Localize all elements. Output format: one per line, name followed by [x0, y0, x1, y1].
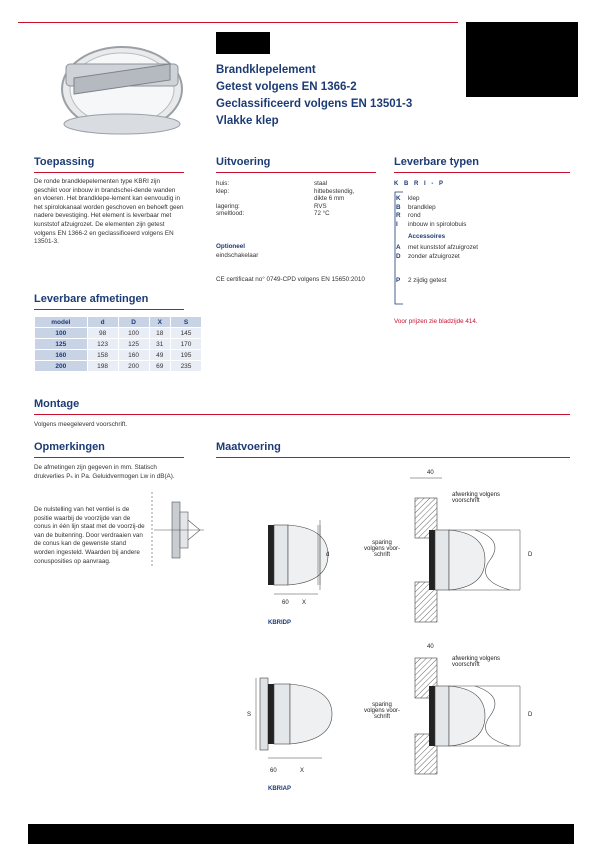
label-60-2: 60: [270, 768, 277, 774]
uitvoering-value: hittebestendig,: [314, 187, 355, 195]
table-cell: 198: [87, 361, 118, 372]
title-line-2: Getest volgens EN 1366-2: [216, 81, 357, 93]
table-row: [35, 361, 202, 372]
label-sparing-1: sparing volgens voor-schrift: [363, 540, 401, 558]
afmetingen-rule: [34, 309, 184, 310]
label-sparing-2: sparing volgens voor-schrift: [363, 702, 401, 720]
label-D: D: [528, 552, 533, 558]
title-line-1: Brandklepelement: [216, 64, 316, 76]
uitvoering-label: smeltlood:: [216, 210, 245, 218]
table-header: D: [118, 317, 149, 328]
p-item: P 2 zijdig getest: [396, 277, 447, 285]
table-header: d: [87, 317, 118, 328]
table-cell: 235: [171, 361, 202, 372]
table-cell: 158: [87, 350, 118, 361]
uitvoering-value: RVS: [314, 202, 327, 210]
accessoire-item: A met kunststof afzuigrozet: [396, 243, 478, 251]
footer-bar: [28, 824, 574, 844]
ce-text: CE certificaat no° 0749-CPD volgens EN 15650:2010: [216, 276, 365, 283]
table-row: [35, 328, 202, 339]
table-cell: 200: [35, 361, 88, 372]
uitvoering-label: klep:: [216, 187, 230, 195]
label-fig1: KBRIDP: [268, 620, 292, 626]
type-list: [396, 195, 571, 286]
label-40: 40: [427, 470, 434, 476]
table-header: model: [35, 317, 88, 328]
table-cell: 125: [118, 339, 149, 350]
opmerkingen-rule: [34, 457, 184, 458]
table-cell: 31: [149, 339, 170, 350]
afmetingen-table: [34, 316, 202, 372]
label-d: d: [326, 552, 330, 558]
opmerkingen-heading: Opmerkingen: [34, 441, 105, 453]
table-cell: 145: [171, 328, 202, 339]
label-x: X: [302, 600, 307, 606]
table-header: S: [171, 317, 202, 328]
table-header: X: [149, 317, 170, 328]
label-afwerking-1: afwerking volgens voorschrift: [452, 492, 501, 504]
table-cell: 98: [87, 328, 118, 339]
logo-block: [216, 32, 270, 54]
title-line-3: Geclassificeerd volgens EN 13501-3: [216, 98, 413, 110]
top-rule: [18, 22, 458, 23]
toepassing-heading: Toepassing: [34, 156, 95, 168]
uitvoering-value: staal: [314, 180, 328, 187]
table-cell: 69: [149, 361, 170, 372]
maatvoering-rule: [216, 457, 570, 458]
maatvoering-heading: Maatvoering: [216, 441, 281, 453]
type-item: R rond: [396, 212, 421, 220]
uitvoering-value: 72 °C: [314, 210, 330, 218]
toepassing-text: De ronde brandklepelementen type KBRI zijn geschikt voor inbouw in brandschei-dende wanden en vloeren. Het brandklepe-lement kan eenvoudig in het spirolokanaal worden geschoven en behoeft geen nadere bevestiging. Het element is leverbaar met kunststof afzuigrozet. De elementen zijn getest volgens EN 1366-2 en geclassificeerd volgens EN 13501-3.: [34, 178, 184, 246]
type-item: I inbouw in spirolobuis: [396, 220, 467, 228]
uitvoering-heading: Uitvoering: [216, 156, 271, 168]
uitvoering-rule: [216, 172, 376, 173]
uitvoering-label: huis:: [216, 180, 230, 187]
table-cell: 49: [149, 350, 170, 361]
table-cell: 123: [87, 339, 118, 350]
type-item: B brandklep: [396, 203, 436, 211]
corner-block: [466, 22, 578, 97]
toepassing-rule: [34, 172, 184, 173]
optioneel-value: eindschakelaar: [216, 252, 259, 259]
label-60: 60: [282, 600, 289, 606]
leverbare-typen-heading: Leverbare typen: [394, 156, 479, 168]
label-S: S: [247, 712, 252, 718]
uitvoering-label: [216, 195, 314, 203]
price-note[interactable]: Voor prijzen zie bladzijde 414.: [394, 318, 478, 325]
table-cell: 160: [118, 350, 149, 361]
table-cell: 100: [35, 328, 88, 339]
label-fig2: KBRIAP: [268, 786, 292, 792]
accessoires-heading: Accessoires: [408, 233, 446, 241]
table-row: [35, 350, 202, 361]
uitvoering-value: dikte 6 mm: [314, 195, 345, 203]
label-D-2: D: [528, 712, 533, 718]
afmetingen-heading: Leverbare afmetingen: [34, 293, 149, 305]
uitvoering-table: [216, 180, 354, 218]
table-cell: 195: [171, 350, 202, 361]
label-x-2: X: [300, 768, 305, 774]
montage-text: Volgens meegeleverd voorschrift.: [34, 421, 128, 428]
opmerkingen-text-1: De afmetingen zijn gegeven in mm. Statisch drukverlies Pₛ in Pa. Geluidvermogen Lw in dB(A).: [34, 464, 175, 480]
title-block: [216, 62, 476, 130]
table-row: [35, 339, 202, 350]
montage-heading: Montage: [34, 398, 80, 410]
type-item: K klep: [396, 195, 420, 202]
table-cell: 160: [35, 350, 88, 361]
uitvoering-label: lagering:: [216, 202, 240, 210]
type-code: K B R I - P: [394, 181, 446, 187]
label-afwerking-2: afwerking volgens voorschrift: [452, 656, 501, 668]
optioneel-heading: Optioneel: [216, 243, 246, 250]
table-cell: 170: [171, 339, 202, 350]
table-cell: 18: [149, 328, 170, 339]
montage-rule: [34, 414, 570, 415]
product-image: [52, 34, 192, 139]
label-40-2: 40: [427, 644, 434, 650]
opmerkingen-text-2: De nulstelling van het ventiel is de positie waarbij de voorzijde van de conus in één lijn staat met de voorzij-de van de buitenring. Door verdraaien van de conus kan de gewenste stand worden ingesteld. Waarden bij andere conusposities op aanvraag.: [34, 506, 145, 565]
table-cell: 125: [35, 339, 88, 350]
accessoire-item: D zonder afzuigrozet: [396, 252, 460, 260]
leverbare-typen-rule: [394, 172, 570, 173]
ventiel-sketch: [150, 490, 206, 570]
title-line-4: Vlakke klep: [216, 115, 279, 127]
table-cell: 200: [118, 361, 149, 372]
table-cell: 100: [118, 328, 149, 339]
